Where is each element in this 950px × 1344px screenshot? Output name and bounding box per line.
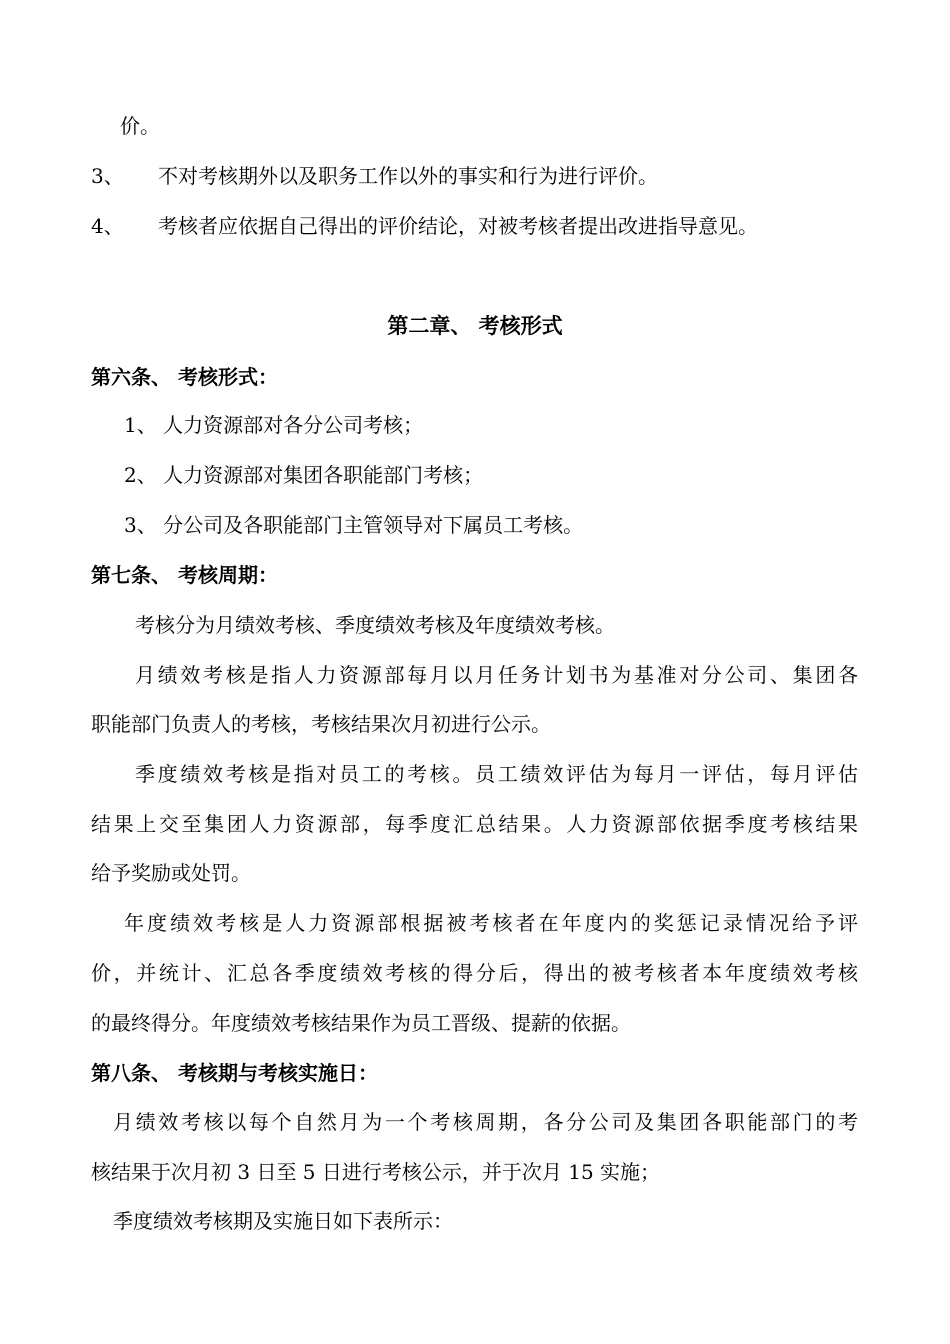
article-title: 第六条、 考核形式： [91, 365, 278, 389]
list-item: 3、 分公司及各职能部门主管领导对下属员工考核。 [124, 513, 584, 537]
paragraph-line: 价，并统计、汇总各季度绩效考核的得分后，得出的被考核者本年度绩效考核 [91, 961, 858, 985]
paragraph-line: 月绩效考核是指人力资源部每月以月任务计划书为基准对分公司、集团各 [135, 663, 858, 687]
text-line: 价。 [120, 114, 160, 138]
paragraph-line: 核结果于次月初 3 日至 5 日进行考核公示，并于次月 15 实施； [91, 1160, 661, 1184]
list-item: 1、 人力资源部对各分公司考核； [124, 413, 424, 437]
article-title: 第七条、 考核周期： [91, 563, 278, 587]
paragraph-line: 职能部门负责人的考核，考核结果次月初进行公示。 [91, 712, 551, 736]
paragraph-line: 月绩效考核以每个自然月为一个考核周期，各分公司及集团各职能部门的考 [113, 1110, 858, 1134]
paragraph-line: 给予奖励或处罚。 [91, 861, 251, 885]
list-item: 2、 人力资源部对集团各职能部门考核； [124, 463, 484, 487]
paragraph-line: 季度绩效考核期及实施日如下表所示： [113, 1209, 453, 1233]
list-item-text: 考核者应依据自己得出的评价结论，对被考核者提出改进指导意见。 [158, 214, 758, 238]
list-number: 4、 [91, 214, 124, 238]
paragraph-line: 结果上交至集团人力资源部，每季度汇总结果。人力资源部依据季度考核结果 [91, 812, 858, 836]
article-title: 第八条、 考核期与考核实施日： [91, 1061, 378, 1085]
paragraph-line: 季度绩效考核是指对员工的考核。员工绩效评估为每月一评估，每月评估 [135, 762, 858, 786]
chapter-title: 第二章、 考核形式 [387, 313, 563, 338]
paragraph-line: 考核分为月绩效考核、季度绩效考核及年度绩效考核。 [135, 613, 615, 637]
paragraph-line: 年度绩效考核是人力资源部根据被考核者在年度内的奖惩记录情况给予评 [124, 911, 858, 935]
list-number: 3、 [91, 164, 124, 188]
list-item-text: 不对考核期外以及职务工作以外的事实和行为进行评价。 [158, 164, 658, 188]
paragraph-line: 的最终得分。年度绩效考核结果作为员工晋级、提薪的依据。 [91, 1011, 631, 1035]
